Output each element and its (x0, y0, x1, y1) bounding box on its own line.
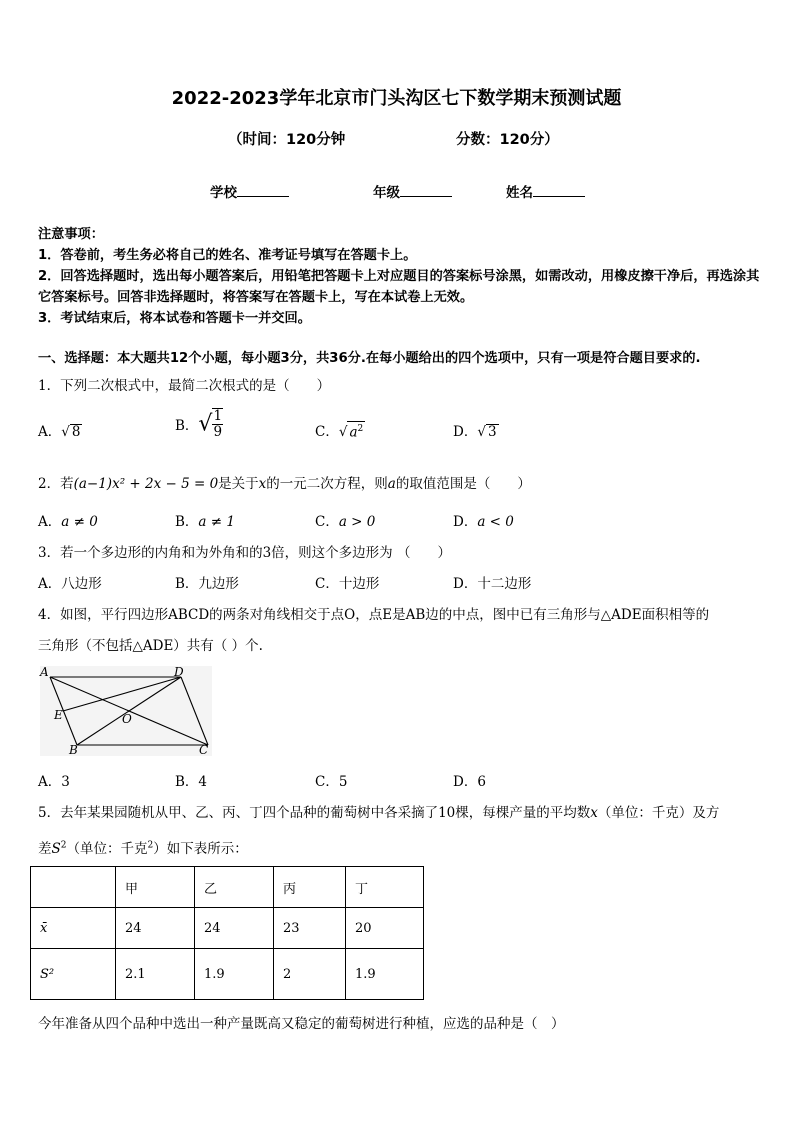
q2-option-b: B．a ≠ 1 (175, 514, 235, 530)
q3-option-d: D．十二边形 (453, 576, 532, 592)
table-cell: 丙 (274, 867, 346, 908)
table-cell: 1.9 (195, 949, 274, 1000)
q3-option-c: C．十边形 (315, 576, 380, 592)
q4-stem-line1: 4．如图，平行四边形ABCD的两条对角线相交于点O，点E是AB边的中点，图中已有三角形与△ADE面积相等的 (38, 607, 710, 623)
table-cell: 24 (195, 908, 274, 949)
table-cell: 24 (116, 908, 195, 949)
label-e: E (54, 708, 63, 722)
label-b: B (69, 743, 78, 757)
q1-option-d: D．√ 3 (453, 424, 497, 440)
page-title: 2022-2023学年北京市门头沟区七下数学期末预测试题 (171, 88, 622, 109)
table-cell: x̄ (31, 908, 116, 949)
label-d: D (174, 665, 184, 679)
note-item-3: 3．考试结束后，将本试卷和答题卡一并交回。 (38, 311, 311, 326)
table-cell: 乙 (195, 867, 274, 908)
q4-option-a: A．3 (38, 774, 70, 790)
table-cell: 甲 (116, 867, 195, 908)
q2-stem: 2．若(a−1)x² + 2x − 5 = 0是关于x的一元二次方程，则a的取值范围是（ ） (38, 476, 531, 492)
notes-heading: 注意事项： (38, 227, 104, 242)
q4-stem-line2: 三角形（不包括△ADE）共有（ ）个. (38, 638, 263, 654)
q1-stem: 1．下列二次根式中，最简二次根式的是（ ） (38, 378, 331, 394)
school-field: 学校 (210, 181, 289, 201)
grade-field: 年级 (373, 181, 452, 201)
section-heading: 一、选择题：本大题共12个小题，每小题3分，共36分.在每小题给出的四个选项中，只有一项是符合题目要求的. (38, 351, 701, 366)
table-cell: 2 (274, 949, 346, 1000)
table-row (31, 908, 424, 949)
q5-tail: 今年准备从四个品种中选出一种产量既高又稳定的葡萄树进行种植，应选的品种是（ ） (38, 1016, 565, 1032)
table-row (31, 949, 424, 1000)
q4-option-d: D．6 (453, 774, 486, 790)
q1-option-a: A．√ 8 (38, 424, 81, 440)
q2-option-c: C．a > 0 (315, 514, 376, 530)
name-field: 姓名 (506, 181, 585, 201)
table-cell: 23 (274, 908, 346, 949)
q1-option-b: B．√ $\frac{1}{9}$ (175, 408, 223, 440)
table-cell: 2.1 (116, 949, 195, 1000)
table-cell: 20 (346, 908, 424, 949)
q4-option-c: C．5 (315, 774, 348, 790)
q3-option-a: A．八边形 (38, 576, 102, 592)
label-a: A (40, 665, 49, 679)
label-o: O (122, 712, 132, 726)
label-c: C (199, 743, 209, 757)
q1-option-c: C．√ $a^2$ (315, 420, 365, 440)
table-header-row (31, 867, 424, 908)
q5-stem-line2: 差$S^2$（单位：千克$^2$）如下表所示： (38, 840, 248, 857)
variance-table (30, 866, 424, 1000)
q5-stem-line1: 5．去年某果园随机从甲、乙、丙、丁四个品种的葡萄树中各采摘了10棵，每棵产量的平均数x（单位：千克）及方 (38, 805, 720, 821)
time-info: （时间：120分钟 (228, 132, 346, 148)
note-item-1: 1．答卷前，考生务必将自己的姓名、准考证号填写在答题卡上。 (38, 248, 417, 263)
q4-option-b: B．4 (175, 774, 208, 790)
table-cell (31, 867, 116, 908)
q3-option-b: B．九边形 (175, 576, 239, 592)
table-cell: S² (31, 949, 116, 1000)
table-cell: 丁 (346, 867, 424, 908)
q2-option-a: A．a ≠ 0 (38, 514, 98, 530)
q3-stem: 3．若一个多边形的内角和为外角和的3倍，则这个多边形为 （ ） (38, 545, 451, 561)
parallelogram-figure (36, 662, 216, 758)
score-info: 分数：120分） (456, 132, 559, 148)
table-cell: 1.9 (346, 949, 424, 1000)
q2-option-d: D．a < 0 (453, 514, 514, 530)
notes-block (38, 224, 763, 329)
note-item-2: 2．回答选择题时，选出每小题答案后，用铅笔把答题卡上对应题目的答案标号涂黑，如需改动，用橡皮擦干净后，再选涂其它答案标号。回答非选择题时，将答案写在答题卡上，写在本试卷上无效。 (38, 269, 760, 305)
